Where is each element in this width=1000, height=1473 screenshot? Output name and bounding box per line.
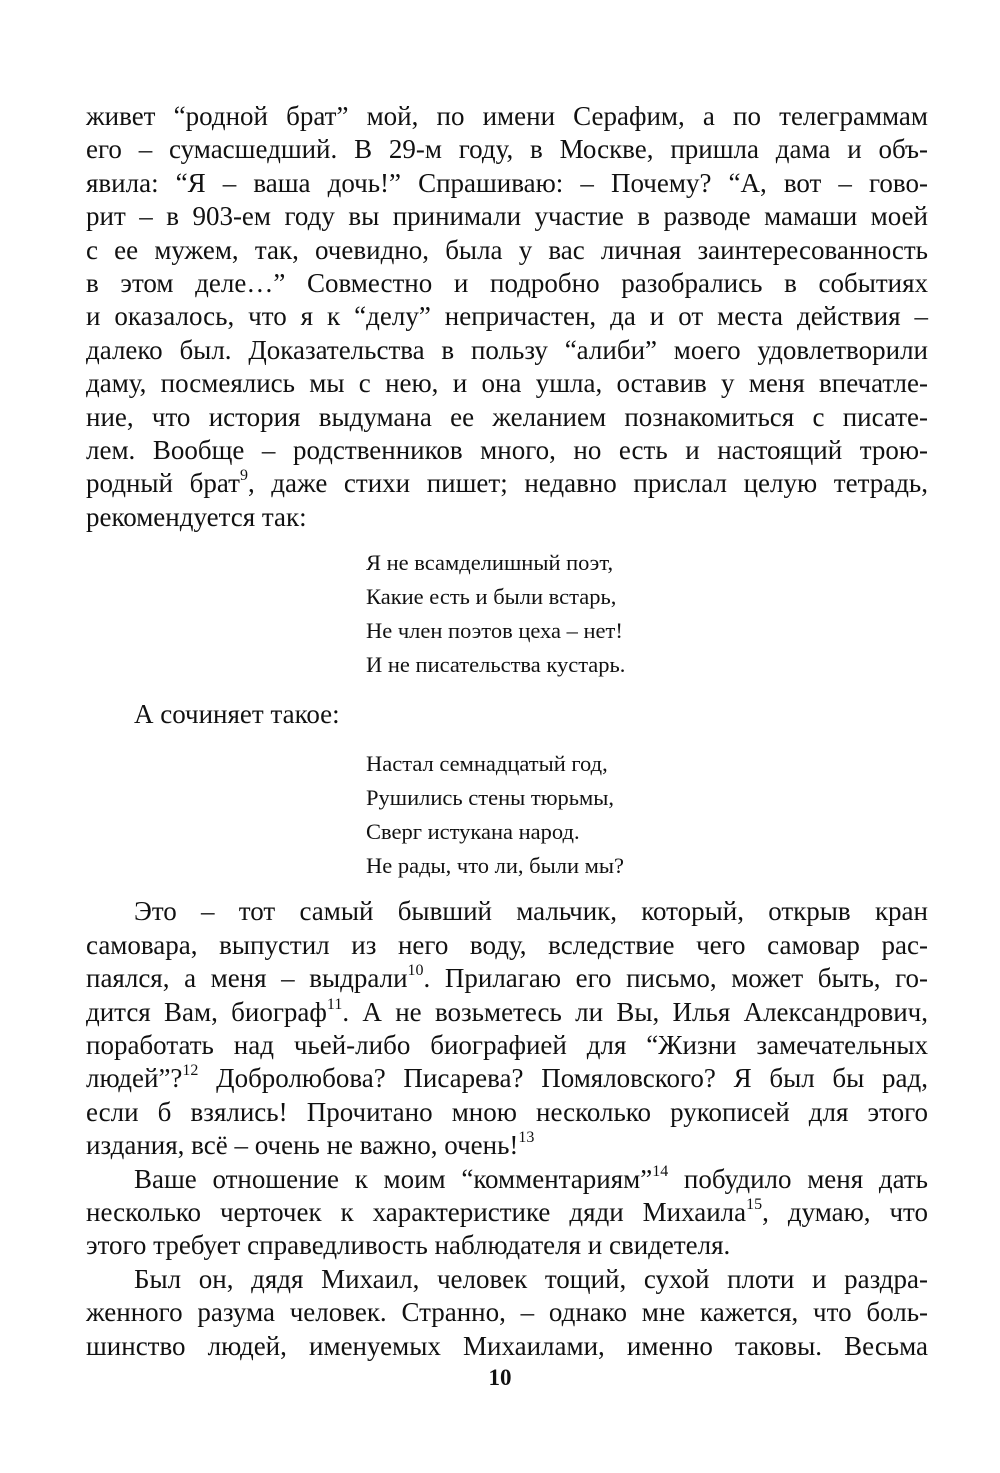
text-line: ние, что история выдумана ее желанием познакомиться с писате-: [86, 401, 928, 432]
text-line: Был он, дядя Михаил, человек тощий, сухой плоти и раздра-: [134, 1263, 928, 1294]
text-line: рит – в 903-ем году вы принимали участие в разводе мамаши моей: [86, 201, 928, 232]
verse-line: И не писательства кустарь.: [366, 652, 626, 678]
footnote-ref: 9: [239, 467, 248, 485]
text-line: Это – тот самый бывший мальчик, который, открыв кран: [134, 896, 928, 927]
footnote-ref: 15: [746, 1195, 763, 1213]
text-span: побудило меня дать: [668, 1163, 928, 1194]
text-line: шинство людей, именуемых Михаилами, именно таковы. Весьма: [86, 1330, 928, 1361]
footnote-ref: 11: [326, 995, 343, 1013]
text-span: дится Вам, биограф: [86, 996, 327, 1027]
text-line: даму, посмеялись мы с нею, и она ушла, оставив у меня впечатле-: [86, 368, 928, 399]
verse-line: Я не всамделишный поэт,: [366, 550, 614, 576]
text-line: [86, 1062, 928, 1095]
text-span: родный брат: [86, 468, 240, 499]
footnote-ref: 13: [518, 1129, 535, 1147]
verse-line: Какие есть и были встарь,: [366, 584, 617, 610]
text-span: паялся, а меня – выдрали: [86, 963, 408, 994]
verse-line: Не рады, что ли, были мы?: [366, 853, 624, 879]
text-line: лем. Вообще – родственников много, но есть и настоящий трою-: [86, 434, 928, 465]
text-span: издания, всё – очень не важно, очень!: [86, 1130, 519, 1161]
text-line: [86, 1196, 928, 1229]
text-line: рекомендуется так:: [86, 501, 307, 532]
text-span: людей”?: [86, 1063, 183, 1094]
text-span: Добролюбова? Писарева? Помяловского? Я был бы рад,: [198, 1063, 928, 1094]
verse-line: Сверг истукана народ.: [366, 819, 580, 845]
text-span: . Прилагаю его письмо, может быть, го-: [423, 963, 928, 994]
footnote-ref: 10: [407, 962, 424, 980]
verse-line: Рушились стены тюрьмы,: [366, 785, 614, 811]
text-line: явила: “Я – ваша дочь!” Спрашиваю: – Почему? “А, вот – гово-: [86, 167, 928, 198]
text-span: несколько черточек к характеристике дяди Михаила: [86, 1196, 747, 1227]
text-line: [86, 1129, 928, 1162]
text-line: живет “родной брат” мой, по имени Серафим, а по телеграммам: [86, 101, 928, 131]
text-body: [86, 100, 928, 1363]
text-span: , думаю, что: [762, 1196, 928, 1227]
verse-line: Не член поэтов цеха – нет!: [366, 618, 623, 644]
text-line: с ее мужем, так, очевидно, была у вас личная заинтересованность: [86, 234, 928, 265]
text-line: [86, 1163, 928, 1196]
text-line: поработать над чьей-либо биографией для “Жизни замечательных: [86, 1030, 928, 1061]
text-line: женного разума человек. Странно, – однако мне кажется, что боль-: [86, 1297, 928, 1328]
text-line: его – сумасшедший. В 29-м году, в Москве, пришла дама и объ-: [86, 134, 928, 165]
text-span: , даже стихи пишет; недавно прислал целую тетрадь,: [247, 468, 928, 499]
footnote-ref: 14: [652, 1162, 669, 1180]
verse-line: Настал семнадцатый год,: [366, 751, 608, 777]
footnote-ref: 12: [182, 1062, 199, 1080]
poem-stanza-2: [366, 747, 926, 883]
poem-stanza-1: [366, 546, 926, 682]
text-line: самовара, выпустил из него воду, вследствие чего самовар рас-: [86, 929, 928, 960]
text-span: Ваше отношение к моим “комментариям”: [134, 1163, 653, 1194]
page-number: 10: [488, 1365, 512, 1390]
text-line: [86, 962, 928, 995]
text-line: [86, 467, 928, 500]
interlude-line: А сочиняет такое:: [134, 699, 340, 730]
text-line: [86, 996, 928, 1029]
text-line: и оказалось, что я к “делу” непричастен, да и от места действия –: [86, 301, 928, 332]
text-line: далеко был. Доказательства в пользу “алиби” моего удовлетворили: [86, 334, 928, 365]
text-line: этого требует справедливость наблюдателя и свидетеля.: [86, 1230, 731, 1261]
text-line: в этом деле…” Совместно и подробно разобрались в событиях: [86, 267, 928, 298]
text-line: если б взялись! Прочитано мною несколько рукописей для этого: [86, 1096, 928, 1127]
text-span: . А не возьметесь ли Вы, Илья Александрович,: [342, 996, 928, 1027]
